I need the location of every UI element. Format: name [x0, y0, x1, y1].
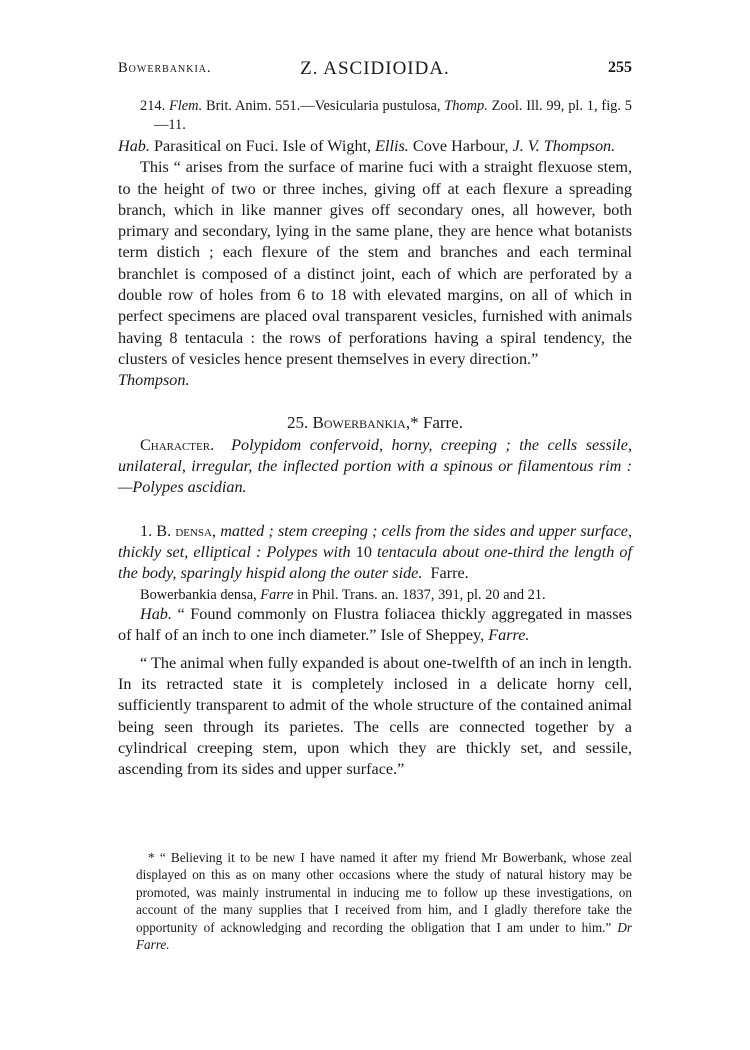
reference-number: 214. [140, 98, 166, 114]
tentacula-count: 10 [355, 543, 372, 562]
previous-species-habitat [118, 136, 632, 157]
reference-tail: Zool. Ill. 99, pl. 1, fig. 5—11. [154, 98, 632, 133]
species-habitat-label: Hab. [140, 605, 172, 624]
habitat-ellis: Ellis. [375, 137, 409, 155]
footnote-body: * “ Believing it to be new I have named it after my friend Mr Bowerbank, whose zeal displayed on this as on many other occasions where the study of natural history may be promoted, was mainly instrumental in inducing me to follow up these investigations, on account of the many supplies that I received from him, and I gladly therefore take the opportunity of acknowledging and recording the obligation that I am under to him.” [136, 850, 632, 935]
species-description-a: matted ; stem creeping ; cells from the sides and upper surface, thickly set, elliptical : Polypes with [118, 521, 632, 562]
running-head-title: Z. ASCIDIOIDA. [300, 58, 450, 79]
species-quote-text: “ The animal when fully expanded is about one-twelfth of an inch in length. In its retracted state it is completely inclosed in a delicate horny cell, sufficiently transparent to admit of the whole structure of the contained animal being seen through its parietes. The cells are connected together by a cylindrical creeping stem, upon which they are thickly set, and sessile, ascending from its sides and upper surface.” [118, 653, 632, 779]
species-description [118, 521, 632, 585]
species-habitat-text: “ Found commonly on Flustra foliacea thickly aggregated in masses of half of an inch to one inch diameter.” Isle of Sheppey, [118, 605, 632, 645]
species-ref-a: Bowerbankia densa, [140, 586, 261, 603]
species-name: densa, [175, 521, 217, 540]
character-label: Character. [140, 435, 215, 454]
genus-number: 25. [287, 412, 309, 432]
previous-species-quote-author [118, 370, 632, 391]
reference-author-2: Thomp. [444, 98, 488, 114]
running-head-left: Bowerbankia. [118, 60, 212, 76]
species-ref-b: in Phil. Trans. an. 1837, 391, pl. 20 and 21. [293, 586, 546, 603]
habitat-cove: Cove Harbour, [408, 137, 513, 155]
species-ref-author: Farre [260, 586, 294, 603]
species-reference [118, 586, 632, 605]
previous-species-quote [118, 157, 632, 370]
footnote-text [136, 849, 632, 953]
species-number: 1. B. [140, 521, 172, 540]
reference-work: Brit. Anim. 551.—Vesicularia pustulosa, [202, 98, 445, 114]
genus-author: Farre. [422, 412, 463, 432]
footnote-author: Dr Farre. [136, 919, 632, 953]
reference-author: Flem. [169, 98, 203, 114]
species-habitat-farre: Farre. [488, 626, 530, 645]
species-quote [118, 653, 632, 781]
habitat-label: Hab. [118, 137, 150, 155]
quote-text: This “ arises from the surface of marine fuci with a straight flexuose stem, to the height of two or three inches, giving off at each flexure a spreading branch, which in like manner gives off secondary ones, all however, both primary and secondary, lying in the same plane, they are hence what botanists term distich ; each flexure of the stem and branches and each terminal branchlet is composed of a distinct joint, each of which are perforated by a double row of holes from 6 to 18 with elevated margins, on all of which in perfect specimens are placed oval transparent vesicles, furnished with animals having 8 tentacula : the rows of perforations having a spiral tendency, the clusters of vesicles hence present themselves in every direction.” [118, 158, 632, 368]
previous-species-reference [118, 97, 632, 134]
habitat-thompson: J. V. Thompson. [512, 137, 616, 155]
habitat-text: Parasitical on Fuci. Isle of Wight, [149, 137, 376, 155]
species-author: Farre. [430, 564, 469, 583]
species-habitat [118, 604, 632, 647]
character-text: Polypidom confervoid, horny, creeping ; the cells sessile, unilateral, irregular, the inflected portion with a spinous or filamentous rim :—Polypes ascidian. [118, 435, 633, 497]
genus-name: Bowerbankia,* [312, 412, 419, 432]
genus-character [118, 435, 632, 499]
quote-author: Thompson. [118, 371, 190, 390]
page-number: 255 [608, 59, 632, 76]
running-head [118, 58, 632, 84]
genus-heading [118, 412, 632, 433]
footnote [136, 849, 632, 953]
species-description-b: tentacula about one-third the length of the body, sparingly hispid along the outer side. [118, 543, 632, 583]
main-text [118, 97, 632, 781]
